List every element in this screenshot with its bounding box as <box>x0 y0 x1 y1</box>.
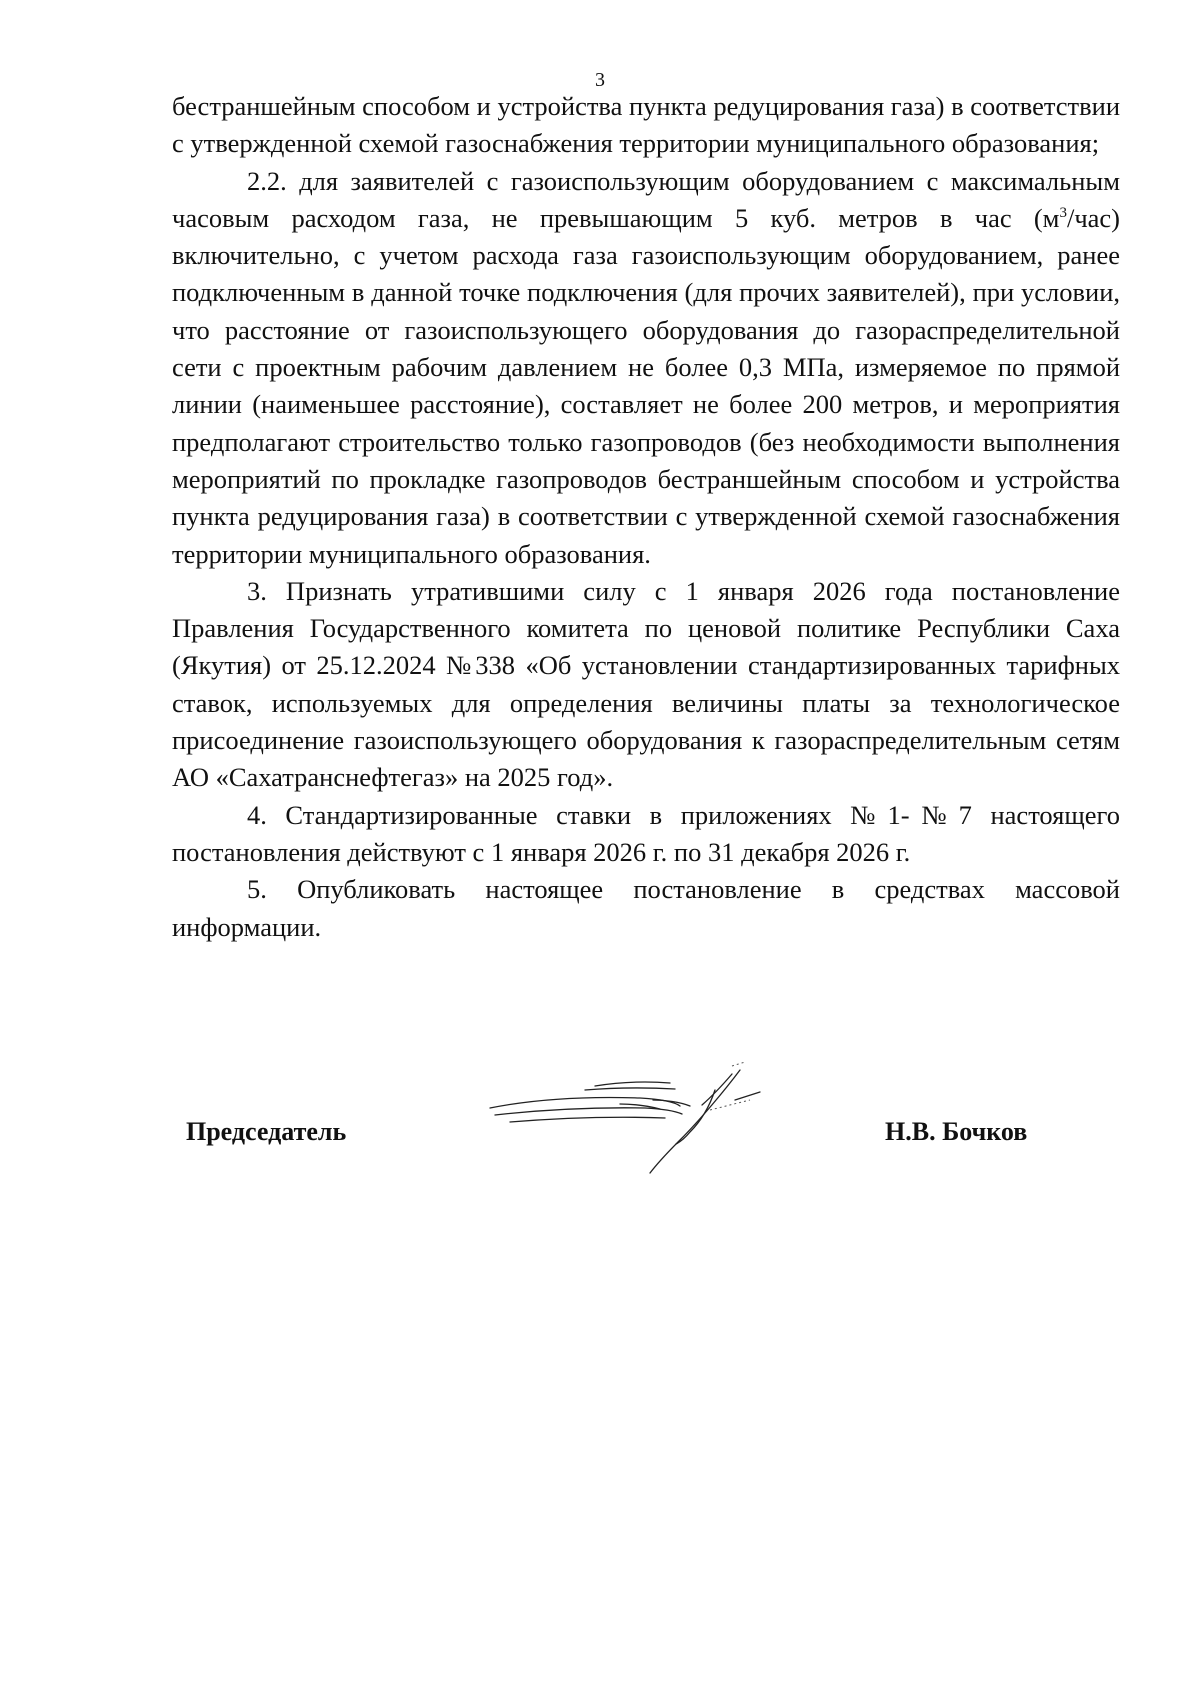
cubic-superscript: 3 <box>1059 204 1067 221</box>
paragraph-continuation: бестраншейным способом и устройства пункта редуцирования газа) в соответствии с утвержденной схемой газоснабжения территории муниципального образования; <box>172 91 1120 159</box>
paragraph-2-2-text-start: 2.2. для заявителей с газоиспользующим оборудованием с максимальным часовым расходом газа, не превышающим 5 куб. метров в час (м <box>172 165 1120 233</box>
paragraph-2-2 <box>172 163 1120 573</box>
paragraph-4: 4. Стандартизированные ставки в приложениях №1-№7 настоящего постановления действуют с 1 января 2026 г. по 31 декабря 2026 г. <box>172 799 1120 867</box>
document-body <box>172 88 1120 946</box>
paragraph-5: 5. Опубликовать настоящее постановление в средствах массовой информации. <box>172 874 1120 942</box>
paragraph-3: 3. Признать утратившими силу с 1 января 2026 года постановление Правления Государственного комитета по ценовой политике Республики Саха (Якутия) от 25.12.2024 №338 «Об установлении стандартизированных тарифных ставок, используемых для определения величины платы за технологическое присоединение газоиспользующего оборудования к газораспределительным сетям АО «Сахатранснефтегаз» на 2025 год». <box>172 575 1120 793</box>
signature-block <box>0 1060 1200 1180</box>
paragraph-2-2-text-end: /час) включительно, с учетом расхода газа газоиспользующим оборудованием, ранее подключенным в данной точке подключения (для прочих заявителей), при условии, что расстояние от газоиспользующего оборудования до газораспределительной сети с проектным рабочим давлением не более 0,3 МПа, измеряемое по прямой линии (наименьшее расстояние), составляет не более 200 метров, и мероприятия предполагают строительство только газопроводов (без необходимости выполнения мероприятий по прокладке газопроводов бестраншейным способом и устройства пункта редуцирования газа) в соответствии с утвержденной схемой газоснабжения территории муниципального образования. <box>172 202 1120 569</box>
page-number: 3 <box>595 69 605 91</box>
signatory-role: Председатель <box>186 1117 347 1146</box>
handwritten-signature <box>470 1060 790 1180</box>
signatory-name: Н.В. Бочков <box>885 1117 1028 1146</box>
